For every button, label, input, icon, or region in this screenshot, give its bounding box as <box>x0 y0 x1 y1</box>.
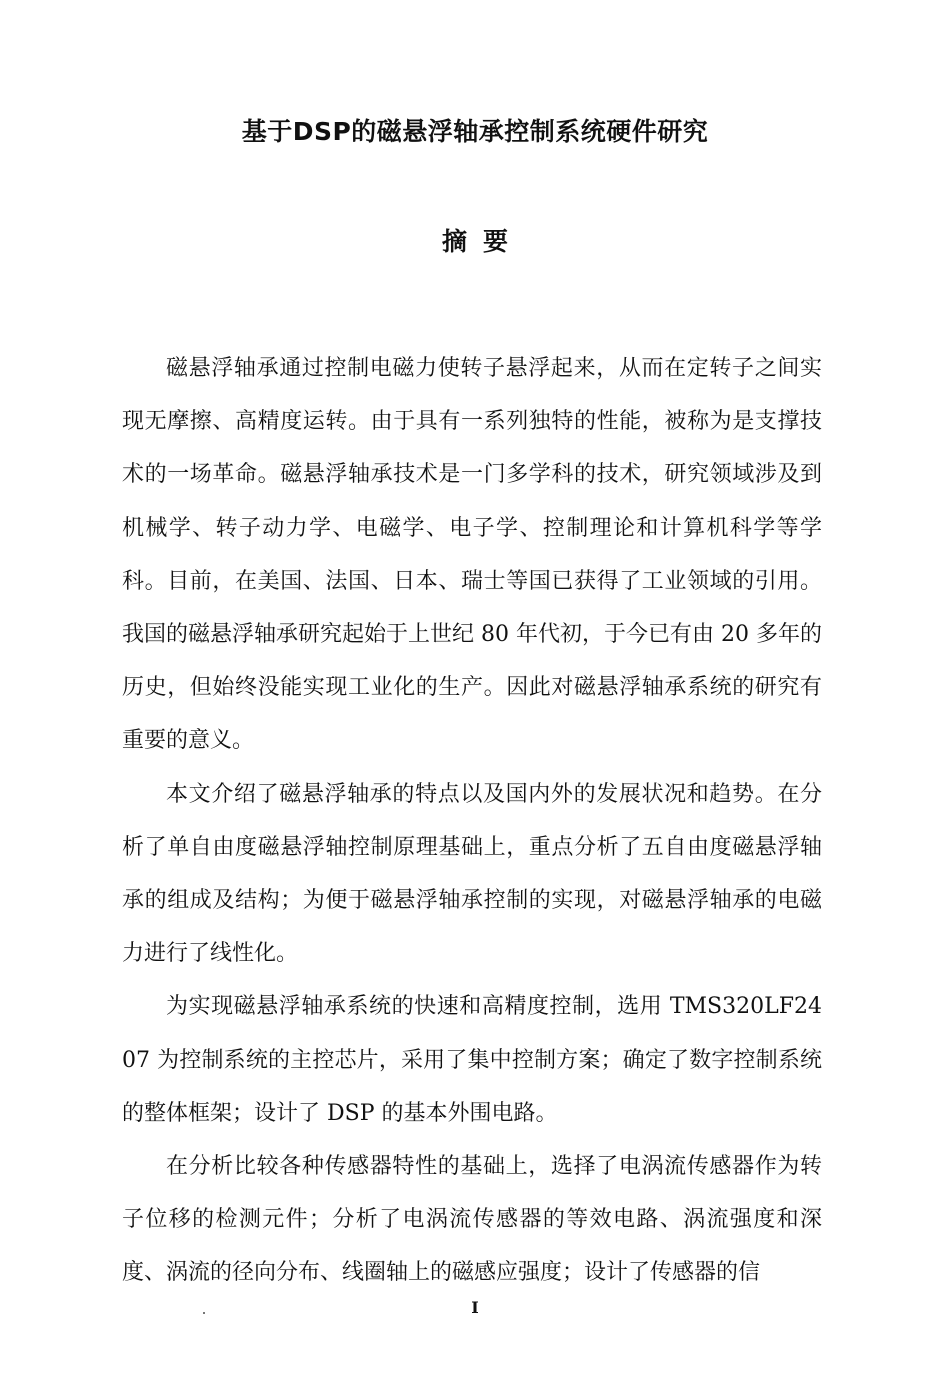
abstract-paragraph-3: 为实现磁悬浮轴承系统的快速和高精度控制，选用 TMS320LF2407 为控制系统的主控芯片，采用了集中控制方案；确定了数字控制系统的整体框架；设计了 DSP 的基本外围电路。 <box>122 994 822 1126</box>
abstract-heading: 摘要 <box>441 227 524 256</box>
abstract-paragraph-2: 本文介绍了磁悬浮轴承的特点以及国内外的发展状况和趋势。在分析了单自由度磁悬浮轴控制原理基础上，重点分析了五自由度磁悬浮轴承的组成及结构；为便于磁悬浮轴承控制的实现，对磁悬浮轴承的电磁力进行了线性化。 <box>122 781 822 967</box>
page-number: I <box>471 1298 479 1317</box>
abstract-paragraph-4: 在分析比较各种传感器特性的基础上，选择了电涡流传感器作为转子位移的检测元件；分析了电涡流传感器的等效电路、涡流强度和深度、涡流的径向分布、线圈轴上的磁感应强度；设计了传感器的信 <box>122 1154 822 1286</box>
abstract-paragraph-1: 磁悬浮轴承通过控制电磁力使转子悬浮起来，从而在定转子之间实现无摩擦、高精度运转。由于具有一系列独特的性能，被称为是支撑技术的一场革命。磁悬浮轴承技术是一门多学科的技术，研究领域涉及到机械学、转子动力学、电磁学、电子学、控制理论和计算机科学等学科。目前，在美国、法国、日本、瑞士等国已获得了工业领域的引用。我国的磁悬浮轴承研究起始于上世纪 80 年代初，于今已有由 20 多年的历史，但始终没能实现工业化的生产。因此对磁悬浮轴承系统的研究有重要的意义。 <box>122 356 822 754</box>
abstract-body <box>122 342 822 1300</box>
document-title: 基于DSP的磁悬浮轴承控制系统硬件研究 <box>241 117 709 146</box>
